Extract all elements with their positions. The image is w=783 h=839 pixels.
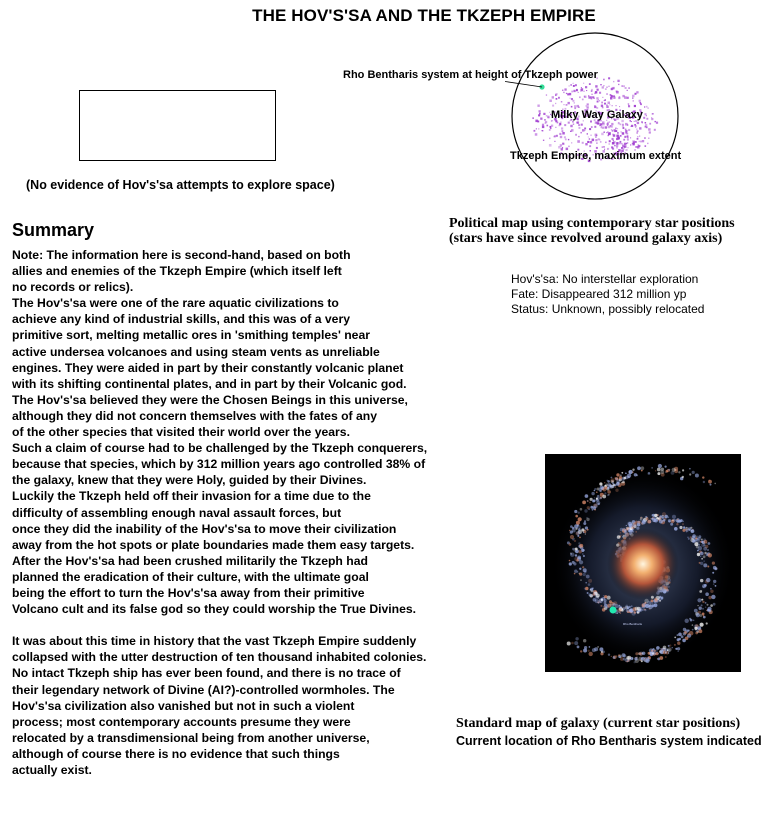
summary-line: It was about this time in history that the vast Tkzeph Empire suddenly bbox=[12, 634, 417, 649]
summary-line: Hov's'sa civilization also vanished but not in such a violent bbox=[12, 698, 355, 713]
summary-line: active undersea volcanoes and using steam vents as unreliable bbox=[12, 344, 380, 359]
summary-line: no records or relics). bbox=[12, 280, 134, 295]
fact-exploration: Hov's'sa: No interstellar exploration bbox=[511, 272, 699, 286]
empty-image-frame bbox=[79, 90, 276, 161]
galaxy-caption-title: Standard map of galaxy (current star positions) bbox=[456, 716, 741, 731]
summary-line: The Hov's'sa were one of the rare aquatic civilizations to bbox=[12, 296, 339, 311]
summary-line: allies and enemies of the Tkzeph Empire (which itself left bbox=[12, 264, 342, 279]
summary-line: Volcano cult and its false god so they could worship the True Divines. bbox=[12, 602, 417, 617]
summary-line bbox=[12, 617, 427, 633]
galaxy-photo bbox=[545, 454, 741, 672]
summary-line: once they did the inability of the Hov's'sa to move their civilization bbox=[12, 521, 397, 536]
page-title: THE HOV'S'SA AND THE TKZEPH EMPIRE bbox=[252, 6, 596, 25]
summary-line: achieve any kind of industrial skills, and this was of a very bbox=[12, 312, 350, 327]
summary-line: No intact Tkzeph ship has ever been found, and there is no trace of bbox=[12, 666, 401, 681]
summary-line: engines. They were aided in part by their constantly volcanic planet bbox=[12, 360, 404, 375]
political-caption-line2: (stars have since revolved around galaxy axis) bbox=[449, 231, 723, 246]
summary-line: of the other species that visited their world over the years. bbox=[12, 425, 350, 440]
summary-line: away from the hot spots or plate boundaries made them easy targets. bbox=[12, 537, 415, 552]
summary-line: planned the eradication of their culture, with the ultimate goal bbox=[12, 569, 369, 584]
facts-block bbox=[511, 272, 704, 317]
summary-line: actually exist. bbox=[12, 763, 92, 777]
political-map-caption bbox=[449, 216, 735, 246]
summary-line: their legendary network of Divine (AI?)-controlled wormholes. The bbox=[12, 682, 395, 697]
box-caption: (No evidence of Hov's'sa attempts to explore space) bbox=[26, 178, 335, 192]
label-tkzeph-empire: Tkzeph Empire, maximum extent bbox=[510, 150, 682, 162]
summary-line: process; most contemporary accounts presume they were bbox=[12, 714, 351, 729]
summary-line: the galaxy, knew that they were Holy, guided by their Divines. bbox=[12, 473, 367, 488]
label-rho-bentharis: Rho Bentharis system at height of Tkzeph power bbox=[343, 69, 598, 81]
current-location-marker bbox=[610, 607, 617, 614]
summary-line: primitive sort, melting metallic ores in 'smithing temples' near bbox=[12, 328, 370, 343]
summary-heading: Summary bbox=[12, 220, 95, 240]
summary-line: with its shifting continental plates, and in part by their Volcanic god. bbox=[12, 376, 407, 391]
summary-line: because that species, which by 312 million years ago controlled 38% of bbox=[12, 457, 426, 472]
summary-text bbox=[12, 247, 427, 778]
fact-status: Status: Unknown, possibly relocated bbox=[511, 302, 705, 316]
summary-line: After the Hov's'sa had been crushed militarily the Tkzeph had bbox=[12, 553, 368, 568]
summary-line: collapsed with the utter destruction of ten thousand inhabited colonies. bbox=[12, 650, 427, 665]
summary-line: relocated by a transdimensional being from another universe, bbox=[12, 730, 370, 745]
galaxy-tiny-label: Rho Bentharis bbox=[623, 622, 643, 626]
fact-fate: Fate: Disappeared 312 million yp bbox=[511, 287, 687, 301]
summary-line: The Hov's'sa believed they were the Chosen Beings in this universe, bbox=[12, 392, 408, 407]
summary-line: Note: The information here is second-hand, based on both bbox=[12, 248, 351, 262]
galaxy-caption-note: Current location of Rho Bentharis system indicated bbox=[456, 734, 762, 748]
summary-line: although they did not concern themselves with the fates of any bbox=[12, 408, 378, 423]
summary-line: Luckily the Tkzeph held off their invasion for a time due to the bbox=[12, 489, 371, 504]
summary-line: Such a claim of course had to be challenged by the Tkzeph conquerers, bbox=[12, 441, 428, 456]
summary-line: being the effort to turn the Hov's'sa away from their primitive bbox=[12, 585, 365, 600]
summary-line: although of course there is no evidence that such things bbox=[12, 746, 340, 761]
political-caption-line1: Political map using contemporary star positions bbox=[449, 216, 735, 231]
label-milky-way: Milky Way Galaxy bbox=[551, 109, 643, 121]
summary-line: difficulty of assembling enough naval assault forces, but bbox=[12, 505, 342, 520]
